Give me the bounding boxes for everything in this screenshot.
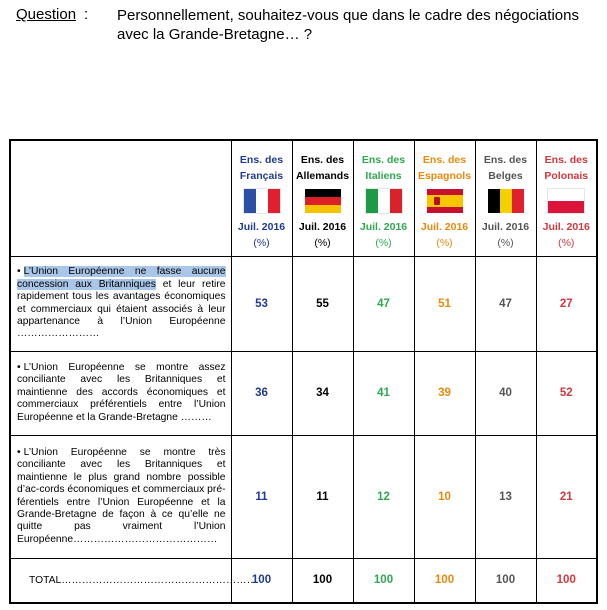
header-row: [10, 140, 597, 256]
table-row: [10, 351, 597, 435]
column-date: Juil. 2016: [481, 220, 530, 233]
header-cell: [475, 140, 536, 256]
column-name-line1: Ens. des: [422, 153, 467, 166]
value-cell: 34: [292, 351, 353, 435]
table-row: [10, 435, 597, 558]
column-name-line2: Espagnols: [417, 169, 472, 182]
value-cell: 40: [475, 351, 536, 435]
column-name-line1: Ens. des: [361, 153, 406, 166]
column-date: Juil. 2016: [237, 220, 286, 233]
value-cell: 100: [353, 558, 414, 603]
question-label: Question: [16, 6, 77, 23]
answer-text: L’Union Européenne se montre assez conciliante avec les Britanniques et maintienne des accords économiques et commerciaux préférentiels entre l’Union Européenne et la Grande-Bretagne ………: [17, 361, 226, 423]
header-cell: [414, 140, 475, 256]
column-unit: (%): [253, 236, 270, 249]
column-unit: (%): [436, 236, 453, 249]
table-row: [10, 256, 597, 351]
answer-text: L’Union Européenne se montre très conciliante avec les Britanniques et maintienne le plus grand nombre possible d’ac-cords économiques et commerciaux pré-férentiels entre l’Union Européenne et la Grande-Bretagne de façon à ce qu’elle ne quitte pas vraiment l’Union Européenne……………………………………: [17, 446, 226, 545]
column-name-line2: Allemands: [295, 169, 350, 182]
column-name-line2: Français: [239, 169, 284, 182]
flag-icon: [488, 189, 524, 213]
value-cell: 39: [414, 351, 475, 435]
column-unit: (%): [314, 236, 331, 249]
bullet: •: [17, 446, 21, 458]
value-cell: 12: [353, 435, 414, 558]
total-row: [10, 558, 597, 603]
value-cell: 55: [292, 256, 353, 351]
header-cell: [536, 140, 597, 256]
value-cell: 100: [475, 558, 536, 603]
value-cell: 21: [536, 435, 597, 558]
value-cell: 36: [231, 351, 292, 435]
value-cell: 53: [231, 256, 292, 351]
flag-icon: [244, 189, 280, 213]
bullet: •: [17, 361, 21, 373]
flag-icon: [366, 189, 402, 213]
column-date: Juil. 2016: [359, 220, 408, 233]
total-label: TOTAL…………………………………………………: [10, 558, 231, 603]
column-header: [415, 146, 475, 251]
bullet: •: [17, 266, 21, 278]
column-name-line1: Ens. des: [300, 153, 345, 166]
header-cell: [292, 140, 353, 256]
flag-icon: [548, 189, 584, 213]
header-empty-cell: [10, 140, 231, 256]
value-cell: 10: [414, 435, 475, 558]
column-date: Juil. 2016: [420, 220, 469, 233]
column-header: [476, 146, 536, 251]
column-name-line1: Ens. des: [544, 153, 588, 166]
column-header: [354, 146, 414, 251]
value-cell: 52: [536, 351, 597, 435]
answer-option-text: [10, 256, 231, 351]
value-cell: 47: [353, 256, 414, 351]
column-date: Juil. 2016: [542, 220, 590, 233]
column-name-line2: Italiens: [365, 169, 402, 182]
column-header: [232, 146, 292, 251]
column-unit: (%): [497, 236, 514, 249]
answer-option-text: [10, 435, 231, 558]
value-cell: 100: [414, 558, 475, 603]
column-unit: (%): [375, 236, 392, 249]
value-cell: 41: [353, 351, 414, 435]
value-cell: 100: [231, 558, 292, 603]
flag-icon: [305, 189, 341, 213]
value-cell: 13: [475, 435, 536, 558]
column-name-line2: Belges: [488, 169, 523, 182]
column-header: [537, 146, 597, 251]
coat-of-arms-icon: [434, 197, 440, 205]
answer-text: et leur retire rapidement tous les avantages économiques et commerciaux qui étaient associés à leur appartenance à l’Union Européenne ……………………: [17, 278, 226, 340]
column-name-line1: Ens. des: [239, 153, 284, 166]
highlighted-text[interactable]: Britanniques: [98, 278, 156, 290]
header-cell: [353, 140, 414, 256]
answer-option-text: [10, 351, 231, 435]
value-cell: 100: [536, 558, 597, 603]
header-cell: [231, 140, 292, 256]
column-unit: (%): [558, 236, 575, 249]
results-table: [9, 139, 598, 604]
value-cell: 11: [292, 435, 353, 558]
question-colon: :: [84, 6, 89, 23]
value-cell: 11: [231, 435, 292, 558]
column-name-line2: Polonais: [544, 169, 589, 182]
column-name-line1: Ens. des: [483, 153, 528, 166]
value-cell: 100: [292, 558, 353, 603]
value-cell: 27: [536, 256, 597, 351]
column-header: [293, 146, 353, 251]
highlighted-text[interactable]: L’Union Européenne ne fasse aucune concession aux: [17, 266, 226, 290]
flag-icon: [427, 189, 463, 213]
value-cell: 47: [475, 256, 536, 351]
question-text: Personnellement, souhaitez-vous que dans le cadre des négociations avec la Grande-Bretagne… ?: [117, 7, 579, 43]
column-date: Juil. 2016: [298, 220, 347, 233]
value-cell: 51: [414, 256, 475, 351]
